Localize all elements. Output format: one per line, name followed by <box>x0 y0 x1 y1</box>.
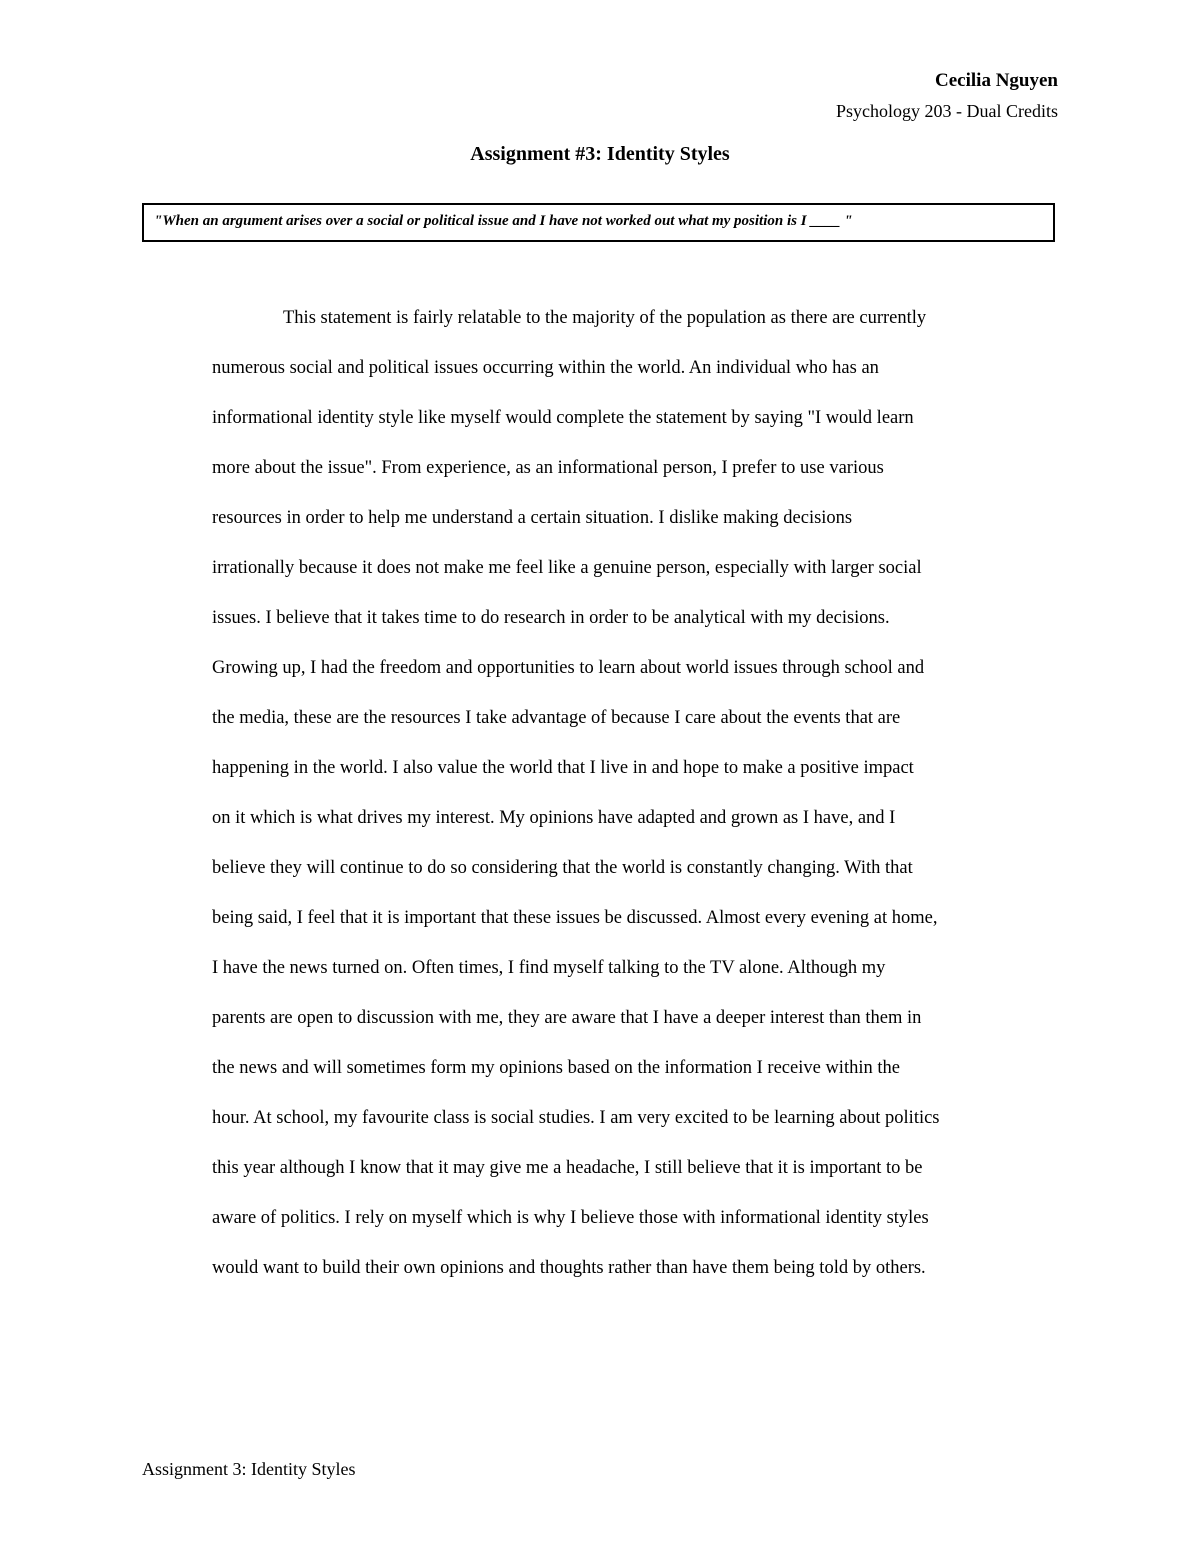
paragraph-line: on it which is what drives my interest. My opinions have adapted and grown as I have, and I <box>212 808 896 828</box>
paragraph-line: being said, I feel that it is important that these issues be discussed. Almost every evening at home, <box>212 908 938 928</box>
paragraph-line: informational identity style like myself would complete the statement by saying "I would learn <box>212 408 914 428</box>
paragraph-line: aware of politics. I rely on myself which is why I believe those with informational identity styles <box>212 1208 929 1228</box>
paragraph-line: numerous social and political issues occurring within the world. An individual who has an <box>212 358 879 378</box>
prompt-text: "When an argument arises over a social or political issue and I have not worked out what my position is I ____ " <box>154 213 853 229</box>
course-name: Psychology 203 - Dual Credits <box>836 101 1058 121</box>
paragraph-line: Growing up, I had the freedom and opportunities to learn about world issues through school and <box>212 658 925 678</box>
paragraph-line: more about the issue". From experience, as an informational person, I prefer to use various <box>212 458 884 478</box>
author-name: Cecilia Nguyen <box>935 70 1058 91</box>
paragraph-line: hour. At school, my favourite class is social studies. I am very excited to be learning about politics <box>212 1108 940 1128</box>
paragraph-line: issues. I believe that it takes time to do research in order to be analytical with my decisions. <box>212 608 890 628</box>
paragraph-line: this year although I know that it may give me a headache, I still believe that it is important to be <box>212 1158 923 1178</box>
page-footer: Assignment 3: Identity Styles <box>142 1459 356 1479</box>
paragraph-line: happening in the world. I also value the world that I live in and hope to make a positive impact <box>212 758 914 778</box>
paragraph-line: believe they will continue to do so considering that the world is constantly changing. With that <box>212 858 913 878</box>
paragraph-line: the news and will sometimes form my opinions based on the information I receive within the <box>212 1058 900 1078</box>
prompt-box <box>142 203 1055 242</box>
paragraph-line: would want to build their own opinions and thoughts rather than have them being told by others. <box>212 1258 926 1278</box>
paragraph-line: irrationally because it does not make me feel like a genuine person, especially with larger social <box>212 558 922 578</box>
paragraph-line: the media, these are the resources I take advantage of because I care about the events that are <box>212 708 901 728</box>
paragraph-line: I have the news turned on. Often times, I find myself talking to the TV alone. Although my <box>212 958 886 978</box>
paragraph-line: parents are open to discussion with me, they are aware that I have a deeper interest than them in <box>212 1008 922 1028</box>
paragraph-line: resources in order to help me understand a certain situation. I dislike making decisions <box>212 508 853 528</box>
paragraph-line: This statement is fairly relatable to the majority of the population as there are currently <box>283 308 927 328</box>
body-paragraph <box>212 293 1054 1293</box>
page-title: Assignment #3: Identity Styles <box>470 143 730 165</box>
